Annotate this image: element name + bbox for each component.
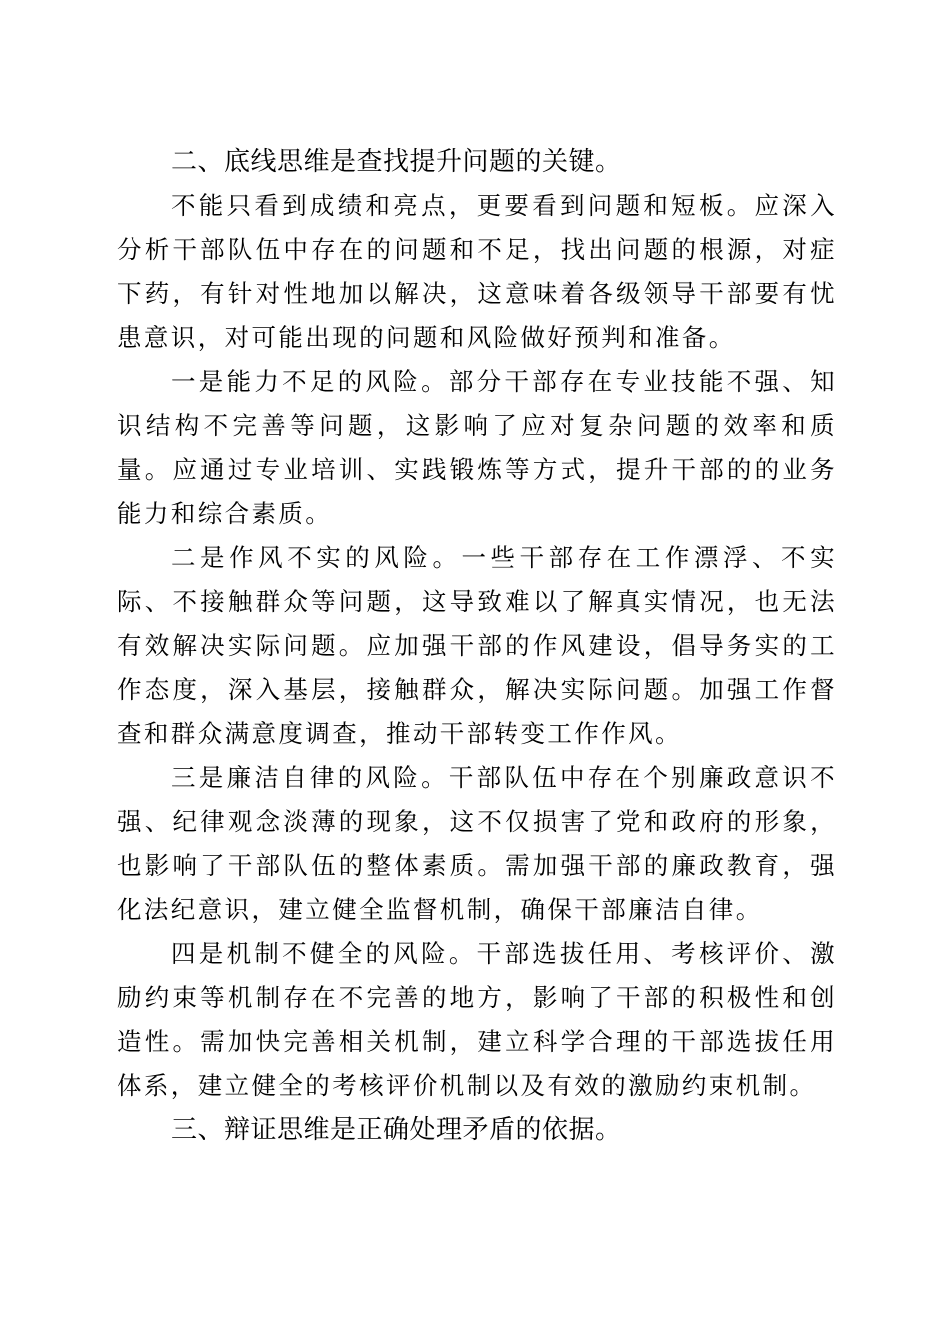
risk-lead: 二是作风不实的风险。 xyxy=(171,543,462,572)
risk-paragraph-mechanism xyxy=(117,932,837,1108)
section-heading-dialectical-thinking: 三、辩证思维是正确处理矛盾的依据。 xyxy=(171,1115,622,1145)
risk-body: 部分干部存在专业技能不强、知识结构不完善等问题，这影响了应对复杂问题的效率和质量。应通过专业培训、实践锻炼等方式，提升干部的的业务能力和综合素质。 xyxy=(117,367,837,528)
risk-body: 干部选拔任用、考核评价、激励约束等机制存在不完善的地方，影响了干部的积极性和创造性。需加快完善相关机制，建立科学合理的干部选拔任用体系，建立健全的考核评价机制以及有效的激励约束机制。 xyxy=(117,939,837,1100)
risk-paragraph-ability xyxy=(117,360,837,536)
document-body xyxy=(117,140,837,1152)
risk-body: 干部队伍中存在个别廉政意识不强、纪律观念淡薄的现象，这不仅损害了党和政府的形象，也影响了干部队伍的整体素质。需加强干部的廉政教育，强化法纪意识，建立健全监督机制，确保干部廉洁自律。 xyxy=(117,763,837,924)
intro-paragraph: 不能只看到成绩和亮点，更要看到问题和短板。应深入分析干部队伍中存在的问题和不足，找出问题的根源，对症下药，有针对性地加以解决，这意味着各级领导干部要有忧患意识，对可能出现的问题和风险做好预判和准备。 xyxy=(117,191,837,352)
section-heading-bottom-line-thinking: 二、底线思维是查找提升问题的关键。 xyxy=(171,147,622,177)
risk-paragraph-integrity xyxy=(117,756,837,932)
risk-body: 一些干部存在工作漂浮、不实际、不接触群众等问题，这导致难以了解真实情况，也无法有效解决实际问题。应加强干部的作风建设，倡导务实的工作态度，深入基层，接触群众，解决实际问题。加强工作督查和群众满意度调查，推动干部转变工作作风。 xyxy=(117,543,837,748)
risk-paragraph-work-style xyxy=(117,536,837,756)
risk-lead: 三是廉洁自律的风险。 xyxy=(171,763,449,792)
risk-lead: 一是能力不足的风险。 xyxy=(171,367,449,396)
risk-lead: 四是机制不健全的风险。 xyxy=(171,939,477,968)
